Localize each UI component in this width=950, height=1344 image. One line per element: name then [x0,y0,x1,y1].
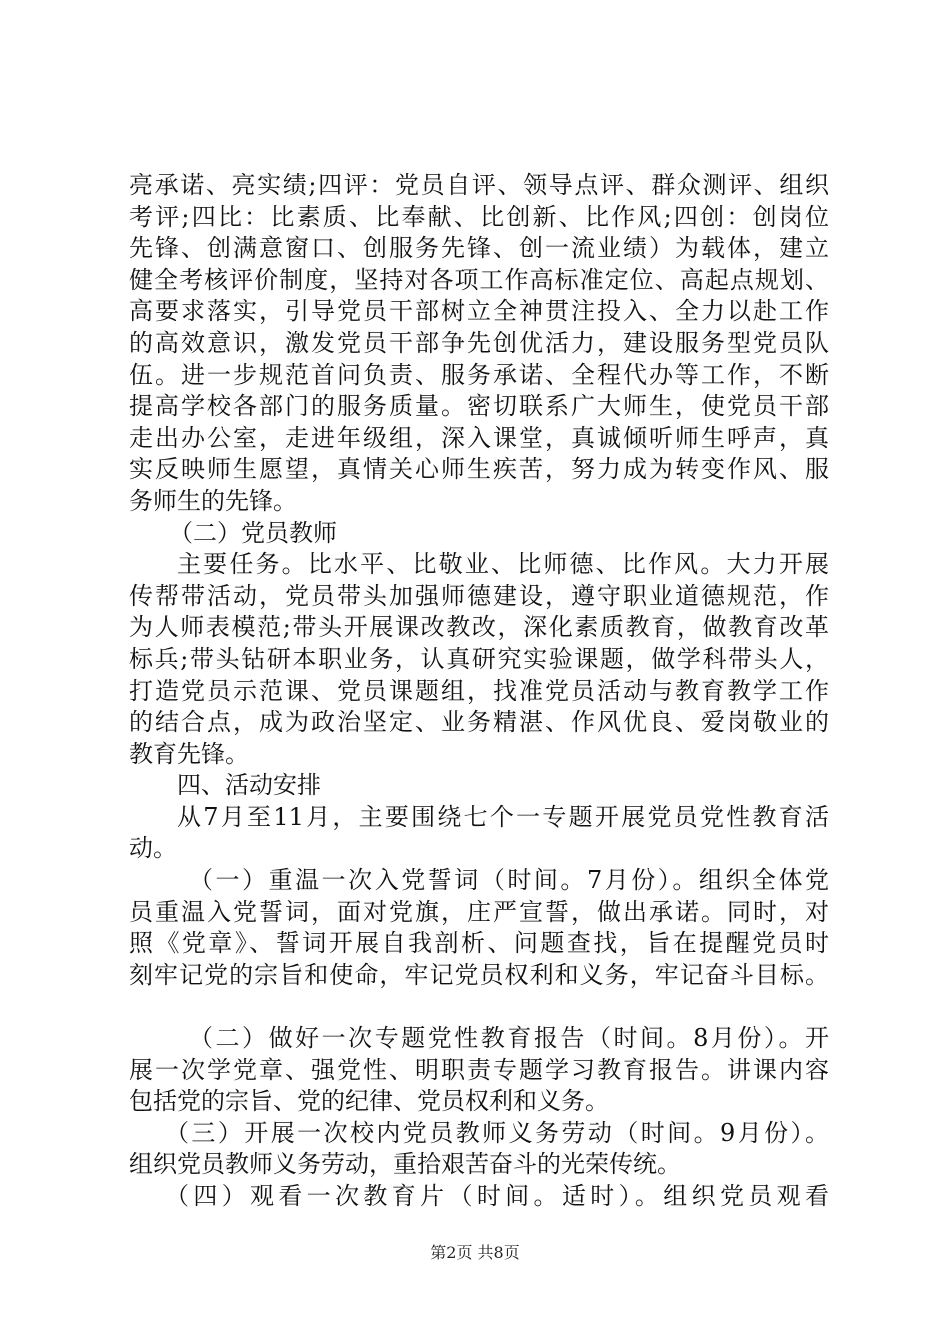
blank-line [129,991,829,1023]
text-line: 伍。进一步规范首问负责、服务承诺、全程代办等工作，不断 [129,360,829,389]
text-line: 为人师表模范;带头开展课改教改，深化素质教育，做教育改革 [129,613,829,642]
text-line: （一）重温一次入党誓词（时间。7月份）。组织全体党 [189,866,829,895]
text-line: 标兵;带头钻研本职业务，认真研究实验课题，做学科带头人， [129,644,829,673]
text-line: 走出办公室，走进年级组，深入课堂，真诚倾听师生呼声，真 [129,423,829,452]
text-line: 打造党员示范课、党员课题组，找准党员活动与教育教学工作 [129,676,829,705]
text-line: 刻牢记党的宗旨和使命，牢记党员权利和义务，牢记奋斗目标。 [129,960,829,989]
text-line: 实反映师生愿望，真情关心师生疾苦，努力成为转变作风、服 [129,455,829,484]
text-line: 主要任务。比水平、比敬业、比师德、比作风。大力开展 [177,550,829,579]
text-line: 从7月至11月，主要围绕七个一专题开展党员党性教育活 [177,802,829,831]
text-line: 展一次学党章、强党性、明职责专题学习教育报告。讲课内容 [129,1055,829,1084]
text-line: 照《党章》、誓词开展自我剖析、问题查找，旨在提醒党员时 [129,929,829,958]
text-line: （三）开展一次校内党员教师义务劳动（时间。9月份）。 [165,1118,829,1147]
text-line: （二）做好一次专题党性教育报告（时间。8月份）。开 [189,1024,829,1053]
document-body [129,170,829,1213]
text-line: 高要求落实，引导党员干部树立全神贯注投入、全力以赴工作 [129,297,829,326]
text-line: 健全考核评价制度，坚持对各项工作高标准定位、高起点规划、 [129,265,829,294]
text-line: 组织党员教师义务劳动，重拾艰苦奋斗的光荣传统。 [129,1150,681,1179]
text-line: 员重温入党誓词，面对党旗，庄严宣誓，做出承诺。同时，对 [129,897,829,926]
text-line: 考评;四比：比素质、比奉献、比创新、比作风;四创：创岗位 [129,202,829,231]
text-line: 先锋、创满意窗口、创服务先锋、创一流业绩）为载体，建立 [129,234,829,263]
text-line: （四）观看一次教育片（时间。适时）。组织党员观看 [165,1182,829,1210]
text-line: 亮承诺、亮实绩;四评：党员自评、领导点评、群众测评、组织 [129,171,829,199]
page-footer: 第2页 共8页 [430,1243,520,1262]
text-line: 的结合点，成为政治坚定、业务精湛、作风优良、爱岗敬业的 [129,708,829,737]
text-line: （二）党员教师 [169,518,337,547]
text-line: 提高学校各部门的服务质量。密切联系广大师生，使党员干部 [129,392,829,421]
text-line: 包括党的宗旨、党的纪律、党员权利和义务。 [129,1087,609,1116]
text-line: 的高效意识，激发党员干部争先创优活力，建设服务型党员队 [129,328,829,357]
text-line: 四、活动安排 [177,771,321,800]
text-line: 教育先锋。 [129,739,249,768]
text-line: 动。 [129,834,177,863]
text-line: 务师生的先锋。 [129,486,297,515]
text-line: 传帮带活动，党员带头加强师德建设，遵守职业道德规范，作 [129,581,829,610]
